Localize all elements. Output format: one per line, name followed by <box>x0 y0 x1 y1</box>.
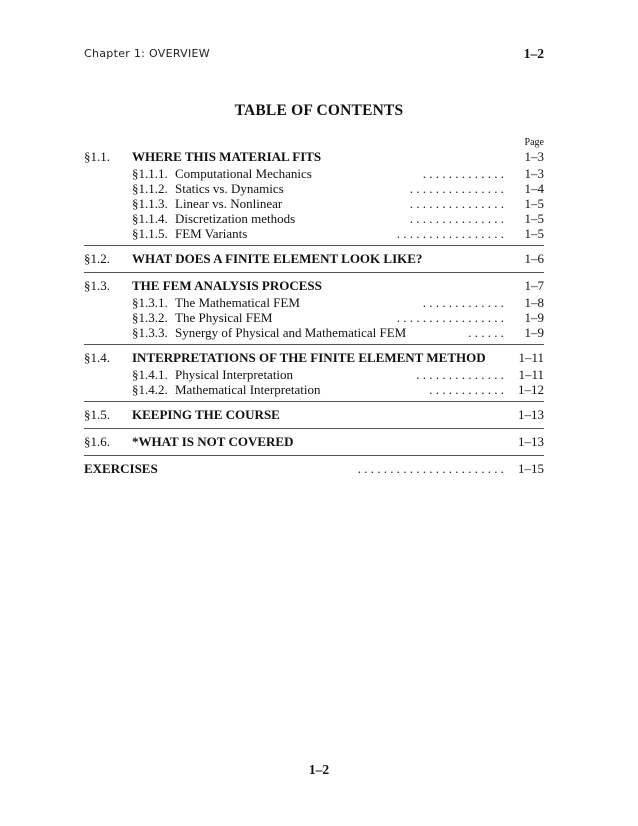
toc-subsection[interactable] <box>84 367 544 382</box>
subsection-number: §1.4.1. <box>132 367 168 382</box>
chapter-title: Chapter 1: OVERVIEW <box>84 47 210 60</box>
subsection-page: 1–11 <box>518 367 544 382</box>
dot-leader: . . . . . . . . . . . . . . . <box>409 181 504 196</box>
section-number: §1.6. <box>84 434 110 449</box>
subsection-title: Linear vs. Nonlinear <box>175 196 283 211</box>
dot-leader: . . . . . . . . . . . . . <box>422 166 504 181</box>
section-number: §1.2. <box>84 251 110 266</box>
divider <box>84 455 544 456</box>
toc-section[interactable] <box>84 148 544 166</box>
divider <box>84 245 544 246</box>
toc-subsection[interactable] <box>84 166 544 181</box>
subsection-number: §1.1.2. <box>132 181 168 196</box>
subsection-page: 1–5 <box>524 211 544 226</box>
dot-leader: . . . . . . . . . . . . . . . <box>409 211 504 226</box>
subsection-number: §1.3.3. <box>132 325 168 340</box>
subsection-page: 1–4 <box>524 181 544 196</box>
dot-leader: . . . . . . . . . . . . . <box>422 295 504 310</box>
divider <box>84 344 544 345</box>
section-page: 1–11 <box>518 350 544 365</box>
subsection-number: §1.1.5. <box>132 226 168 241</box>
toc-subsection[interactable] <box>84 181 544 196</box>
subsection-page: 1–3 <box>524 166 544 181</box>
toc-exercises[interactable] <box>84 460 544 478</box>
section-number: §1.1. <box>84 149 110 164</box>
header-page-number: 1–2 <box>523 46 544 61</box>
toc-section[interactable] <box>84 349 544 367</box>
toc-subsection[interactable] <box>84 295 544 310</box>
divider <box>84 401 544 402</box>
dot-leader: . . . . . . . . . . . . . . <box>416 367 504 382</box>
section-page: 1–13 <box>518 407 544 422</box>
section-title: THE FEM ANALYSIS PROCESS <box>132 278 322 293</box>
toc-subsection[interactable] <box>84 226 544 241</box>
section-page: 1–6 <box>524 251 544 266</box>
exercises-title: EXERCISES <box>84 461 158 476</box>
subsection-page: 1–12 <box>518 382 544 397</box>
section-title: WHERE THIS MATERIAL FITS <box>132 149 322 164</box>
section-number: §1.3. <box>84 278 110 293</box>
toc-subsection[interactable] <box>84 325 544 340</box>
section-title: *WHAT IS NOT COVERED <box>132 434 294 449</box>
table-of-contents <box>84 148 544 478</box>
dot-leader: . . . . . . <box>468 325 504 340</box>
toc-subsection[interactable] <box>84 196 544 211</box>
section-title: WHAT DOES A FINITE ELEMENT LOOK LIKE? <box>132 251 423 266</box>
toc-section[interactable] <box>84 433 544 451</box>
subsection-title: Statics vs. Dynamics <box>175 181 284 196</box>
section-page: 1–3 <box>524 149 544 164</box>
subsection-page: 1–5 <box>524 226 544 241</box>
subsection-title: Computational Mechanics <box>175 166 312 181</box>
divider <box>84 272 544 273</box>
subsection-number: §1.4.2. <box>132 382 168 397</box>
toc-subsection[interactable] <box>84 382 544 397</box>
dot-leader: . . . . . . . . . . . . <box>429 382 504 397</box>
subsection-number: §1.1.3. <box>132 196 168 211</box>
subsection-number: §1.3.1. <box>132 295 168 310</box>
section-title: KEEPING THE COURSE <box>132 407 280 422</box>
subsection-page: 1–8 <box>524 295 544 310</box>
exercises-page: 1–15 <box>518 461 544 476</box>
subsection-page: 1–9 <box>524 325 544 340</box>
page-column-label: Page <box>524 137 544 148</box>
running-header <box>84 46 544 64</box>
subsection-title: Mathematical Interpretation <box>175 382 321 397</box>
subsection-title: FEM Variants <box>175 226 248 241</box>
subsection-number: §1.1.4. <box>132 211 168 226</box>
page-title: TABLE OF CONTENTS <box>234 102 404 119</box>
section-number: §1.4. <box>84 350 110 365</box>
dot-leader: . . . . . . . . . . . . . . . <box>409 196 504 211</box>
dot-leader: . . . . . . . . . . . . . . . . . . . . . . . <box>357 461 504 476</box>
subsection-number: §1.1.1. <box>132 166 168 181</box>
subsection-page: 1–5 <box>524 196 544 211</box>
subsection-title: Physical Interpretation <box>175 367 294 382</box>
subsection-title: Discretization methods <box>175 211 296 226</box>
section-number: §1.5. <box>84 407 110 422</box>
dot-leader: . . . . . . . . . . . . . . . . . <box>396 226 504 241</box>
toc-subsection[interactable] <box>84 211 544 226</box>
section-page: 1–7 <box>524 278 544 293</box>
subsection-title: The Physical FEM <box>175 310 273 325</box>
subsection-title: Synergy of Physical and Mathematical FEM <box>175 325 407 340</box>
toc-subsection[interactable] <box>84 310 544 325</box>
subsection-number: §1.3.2. <box>132 310 168 325</box>
toc-section[interactable] <box>84 406 544 424</box>
dot-leader: . . . . . . . . . . . . . . . . . <box>396 310 504 325</box>
divider <box>84 428 544 429</box>
section-page: 1–13 <box>518 434 544 449</box>
toc-section[interactable] <box>84 277 544 295</box>
subsection-page: 1–9 <box>524 310 544 325</box>
subsection-title: The Mathematical FEM <box>175 295 300 310</box>
section-title: INTERPRETATIONS OF THE FINITE ELEMENT METHOD <box>132 350 486 365</box>
toc-section[interactable] <box>84 250 544 268</box>
footer-page-number: 1–2 <box>308 762 330 777</box>
